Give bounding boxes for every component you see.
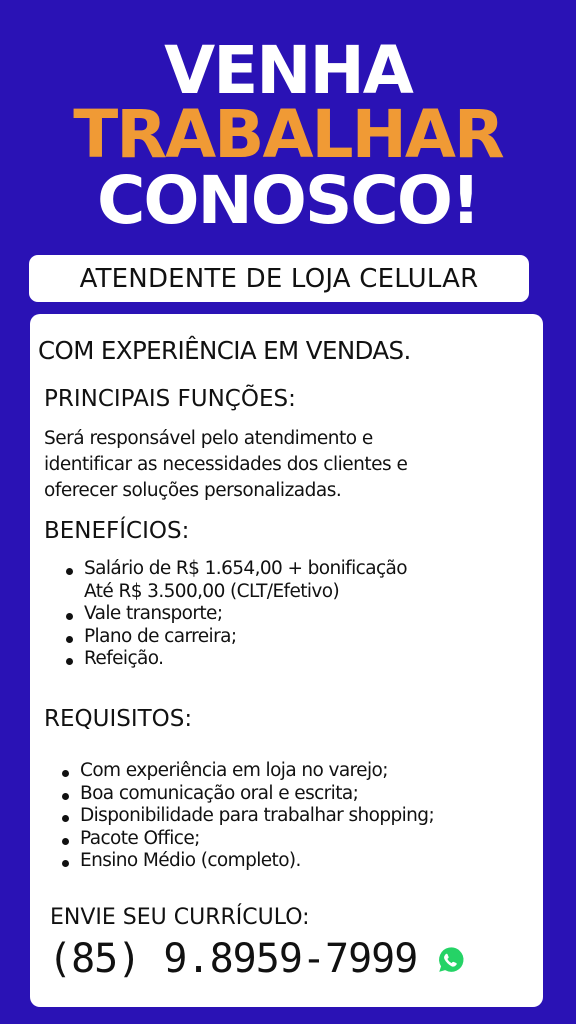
list-item: Refeição.: [64, 648, 407, 671]
job-details-card: [30, 314, 543, 1007]
benefits-list: [64, 558, 407, 671]
list-item: Ensino Médio (completo).: [60, 850, 434, 873]
headline-line-3: CONOSCO!: [96, 162, 480, 239]
list-item: Boa comunicação oral e escrita;: [60, 783, 434, 806]
phone-number[interactable]: (85) 9.8959-7999: [48, 936, 418, 982]
headline-line-2: TRABALHAR: [73, 96, 503, 173]
benefits-heading: BENEFÍCIOS:: [44, 518, 190, 544]
functions-line: identificar as necessidades dos clientes e: [44, 454, 408, 475]
list-item: Salário de R$ 1.654,00 + bonificação: [64, 558, 407, 581]
list-item: Pacote Office;: [60, 828, 434, 851]
list-item-continuation: Até R$ 3.500,00 (CLT/Efetivo): [84, 580, 340, 602]
list-item: Vale transporte;: [64, 603, 407, 626]
job-title: ATENDENTE DE LOJA CELULAR: [79, 263, 479, 294]
send-resume-label: ENVIE SEU CURRÍCULO:: [50, 905, 310, 930]
functions-heading: PRINCIPAIS FUNÇÕES:: [44, 386, 296, 412]
functions-description: [44, 426, 534, 504]
headline-line-1: VENHA: [164, 32, 412, 109]
list-item: Com experiência em loja no varejo;: [60, 760, 434, 783]
whatsapp-icon[interactable]: [433, 944, 467, 978]
functions-line: oferecer soluções personalizadas.: [44, 480, 342, 501]
list-item: Plano de carreira;: [64, 626, 407, 649]
experience-requirement: COM EXPERIÊNCIA EM VENDAS.: [38, 336, 411, 365]
requirements-heading: REQUISITOS:: [44, 706, 193, 732]
job-title-banner: [29, 255, 529, 302]
requirements-list: [60, 760, 434, 873]
functions-line: Será responsável pelo atendimento e: [44, 428, 373, 449]
list-item: Disponibilidade para trabalhar shopping;: [60, 805, 434, 828]
